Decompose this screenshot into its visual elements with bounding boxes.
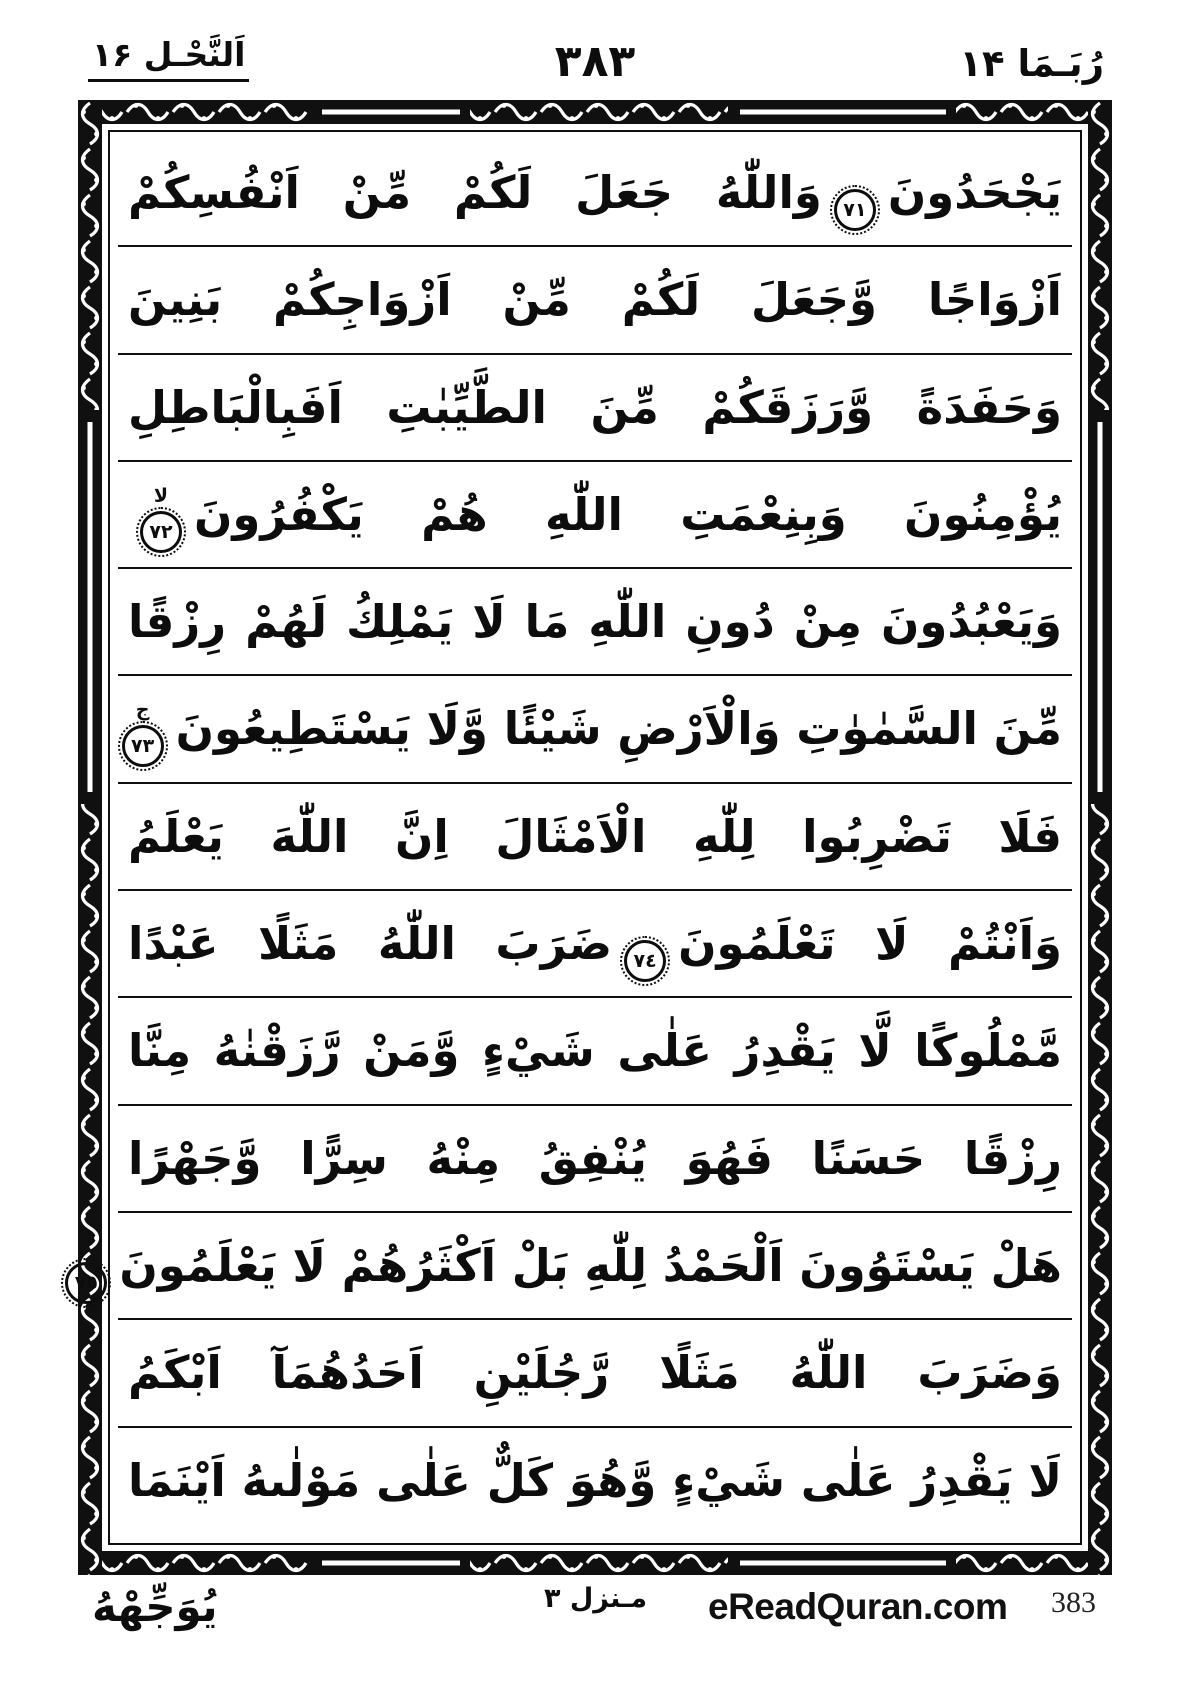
ayah-number: ٧٥ <box>74 1271 98 1294</box>
quran-line <box>118 676 1072 783</box>
ayah-number: ٧١ <box>843 199 867 221</box>
quran-text-segment: وَحَفَدَةً وَّرَزَقَكُمْ مِّنَ الطَّيِّبٰتِ اَفَبِالْبَاطِلِ <box>128 380 1062 434</box>
ayah-end-marker <box>140 484 182 553</box>
quran-text-segment: لَا يَقْدِرُ عَلٰى شَيْءٍ وَّهُوَ كَلٌّ عَلٰى مَوْلٰىهُ اَيْنَمَا <box>128 1453 1062 1507</box>
page-number-latin: 383 <box>1051 1586 1096 1619</box>
quran-line <box>118 1428 1072 1535</box>
quran-line <box>118 1106 1072 1213</box>
ayah-number: ٧٤ <box>633 950 657 973</box>
ayah-end-marker <box>624 940 666 982</box>
page-number-arabic: ۳۸۳ <box>554 36 636 87</box>
quran-line <box>118 784 1072 891</box>
quran-line <box>118 462 1072 569</box>
surah-name-label: اَلنَّحْـل ١۶ <box>88 38 249 82</box>
juz-name-label: رُبَـمَا ١۴ <box>959 42 1104 85</box>
quran-text-segment: فَلَا تَضْرِبُوا لِلّٰهِ الْاَمْثَالَ اِنَّ اللّٰهَ يَعْلَمُ <box>128 809 1062 863</box>
quran-text-segment: وَيَعْبُدُونَ مِنْ دُونِ اللّٰهِ مَا لَا يَمْلِكُ لَهُمْ رِزْقًا <box>128 595 1062 649</box>
quran-text-segment: وَاللّٰهُ جَعَلَ لَكُمْ مِّنْ اَنْفُسِكُمْ <box>128 166 822 219</box>
quran-line <box>118 140 1072 247</box>
quran-text-segment: يُؤْمِنُونَ وَبِنِعْمَتِ اللّٰهِ هُمْ يَكْفُرُونَ <box>194 487 1062 541</box>
frame-ornament-top <box>78 100 1112 124</box>
watermark-text: eReadQuran.com <box>708 1586 1008 1627</box>
frame-ornament-right <box>1088 100 1112 1575</box>
quran-line <box>118 998 1072 1105</box>
page-header <box>78 20 1112 92</box>
ayah-end-marker <box>122 699 164 767</box>
frame-ornament-bottom <box>78 1551 1112 1575</box>
quran-text-segment: اَزْوَاجًا وَّجَعَلَ لَكُمْ مِّنْ اَزْوَاجِكُمْ بَنِينَ <box>128 273 1062 327</box>
quran-line <box>118 247 1072 354</box>
quran-line <box>118 569 1072 676</box>
quran-line <box>118 891 1072 998</box>
waqf-mark: لا <box>153 484 169 507</box>
manzil-label: مـنزل ۳ <box>544 1583 648 1614</box>
quran-text-segment: وَضَرَبَ اللّٰهُ مَثَلًا رَّجُلَيْنِ اَحَدُهُمَآ اَبْكَمُ <box>128 1346 1062 1400</box>
ayah-end-marker <box>834 189 876 231</box>
waqf-mark: ج <box>135 699 150 722</box>
frame-ornament-left <box>78 100 102 1575</box>
quran-text-segment: وَاَنْتُمْ لَا تَعْلَمُونَ <box>678 917 1062 971</box>
quran-lines <box>74 140 1072 1535</box>
quran-line <box>118 1320 1072 1427</box>
ornamental-frame <box>74 100 1112 1575</box>
ayah-number: ٧٣ <box>130 735 155 758</box>
quran-text-segment: مَّمْلُوكًا لَّا يَقْدِرُ عَلٰى شَيْءٍ وَّمَنْ رَّزَقْنٰهُ مِنَّا <box>128 1024 1062 1078</box>
quran-text-segment: هَلْ يَسْتَوُونَ اَلْحَمْدُ لِلّٰهِ بَلْ اَكْثَرُهُمْ لَا يَعْلَمُونَ <box>119 1238 1062 1292</box>
ayah-end-marker <box>65 1262 107 1304</box>
quran-line <box>118 355 1072 462</box>
page-footer <box>78 1578 1112 1678</box>
catchword-next-page: يُوَجِّهْهُ <box>92 1582 218 1631</box>
quran-text-segment: مِّنَ السَّمٰوٰتِ وَالْاَرْضِ شَيْئًا وَّلَا يَسْتَطِيعُونَ <box>175 702 1062 756</box>
ayah-number: ٧٢ <box>149 520 173 543</box>
quran-text-segment: رِزْقًا حَسَنًا فَهُوَ يُنْفِقُ مِنْهُ سِرًّا وَّجَهْرًا <box>128 1131 1062 1185</box>
quran-text-segment: يَجْحَدُونَ <box>887 166 1062 219</box>
quran-text-segment: ضَرَبَ اللّٰهُ مَثَلًا عَبْدًا <box>128 917 613 971</box>
quran-line <box>74 1213 1072 1320</box>
